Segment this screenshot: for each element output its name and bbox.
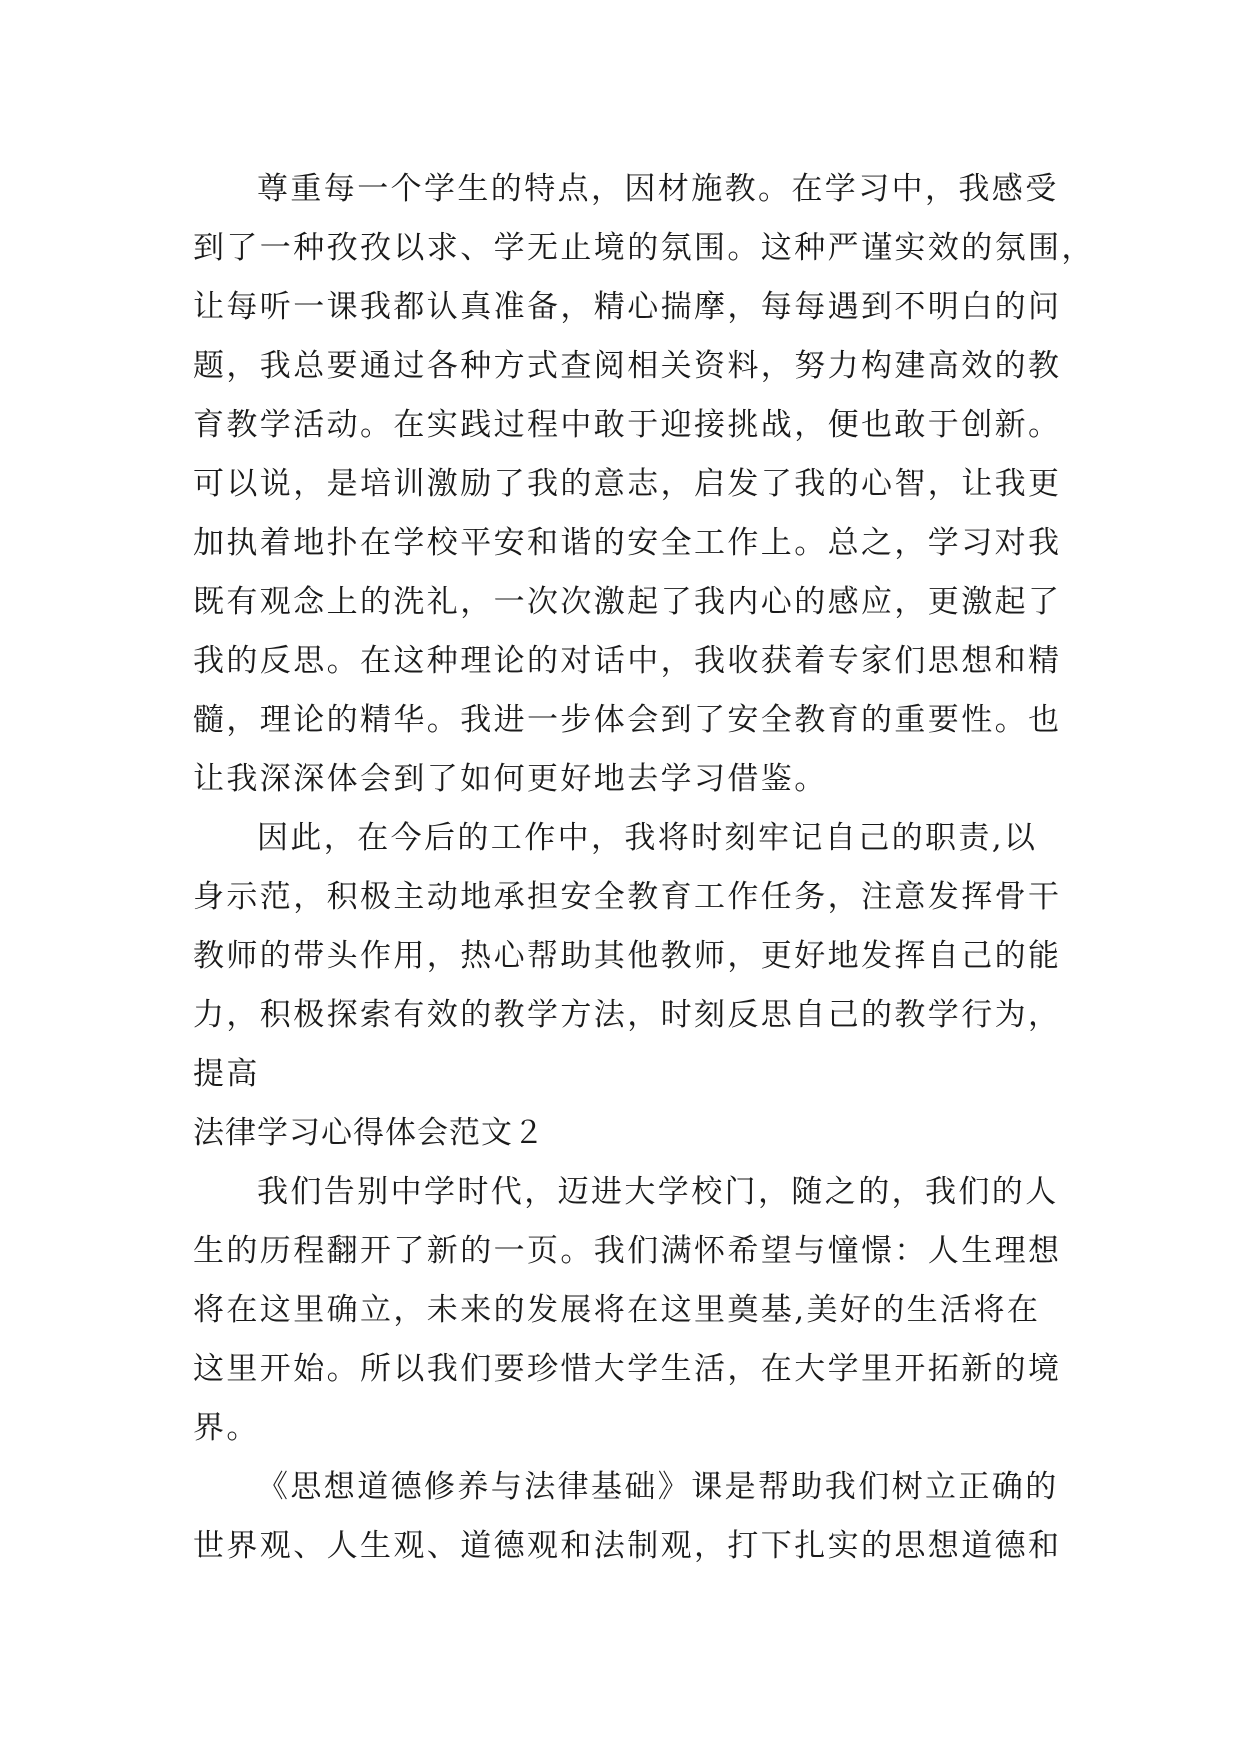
text-line: 世界观、人生观、道德观和法制观，打下扎实的思想道德和 [193, 1528, 1062, 1564]
text-line: 题，我总要通过各种方式查阅相关资料，努力构建高效的教 [193, 348, 1062, 384]
text-line: 生的历程翻开了新的一页。我们满怀希望与憧憬：人生理想 [193, 1233, 1062, 1269]
text-line: 我们告别中学时代，迈进大学校门，随之的，我们的人 [257, 1174, 1059, 1210]
text-line: 因此，在今后的工作中，我将时刻牢记自己的职责,以 [257, 820, 1038, 856]
text-line: 身示范，积极主动地承担安全教育工作任务，注意发挥骨干 [193, 879, 1062, 915]
text-line: 这里开始。所以我们要珍惜大学生活，在大学里开拓新的境 [193, 1351, 1062, 1387]
section-heading: 法律学习心得体会范文２ [193, 1115, 545, 1151]
document-body [193, 160, 1095, 1576]
paragraph-4 [193, 1458, 1062, 1576]
text-line: 教师的带头作用，热心帮助其他教师，更好地发挥自己的能 [193, 938, 1062, 974]
text-line: 可以说，是培训激励了我的意志，启发了我的心智，让我更 [193, 466, 1062, 502]
paragraph-2 [193, 809, 1062, 1104]
text-line: 《思想道德修养与法律基础》课是帮助我们树立正确的 [257, 1469, 1059, 1505]
text-line: 让我深深体会到了如何更好地去学习借鉴。 [193, 761, 828, 797]
text-line: 我的反思。在这种理论的对话中，我收获着专家们思想和精 [193, 643, 1062, 679]
text-line: 尊重每一个学生的特点，因材施教。在学习中，我感受 [257, 171, 1059, 207]
text-line: 将在这里确立，未来的发展将在这里奠基,美好的生活将在 [193, 1292, 1041, 1328]
paragraph-3 [193, 1163, 1062, 1458]
text-line: 髓，理论的精华。我进一步体会到了安全教育的重要性。也 [193, 702, 1062, 738]
text-line: 既有观念上的洗礼，一次次激起了我内心的感应，更激起了 [193, 584, 1062, 620]
text-line: 到了一种孜孜以求、学无止境的氛围。这种严谨实效的氛围， [193, 230, 1095, 266]
text-line: 提高 [193, 1056, 260, 1092]
text-line: 力，积极探索有效的教学方法，时刻反思自己的教学行为， [193, 997, 1062, 1033]
text-line: 让每听一课我都认真准备，精心揣摩，每每遇到不明白的问 [193, 289, 1062, 325]
text-line: 育教学活动。在实践过程中敢于迎接挑战，便也敢于创新。 [193, 407, 1062, 443]
paragraph-1 [193, 160, 1095, 809]
text-line: 加执着地扑在学校平安和谐的安全工作上。总之，学习对我 [193, 525, 1062, 561]
text-line: 界。 [193, 1410, 260, 1446]
